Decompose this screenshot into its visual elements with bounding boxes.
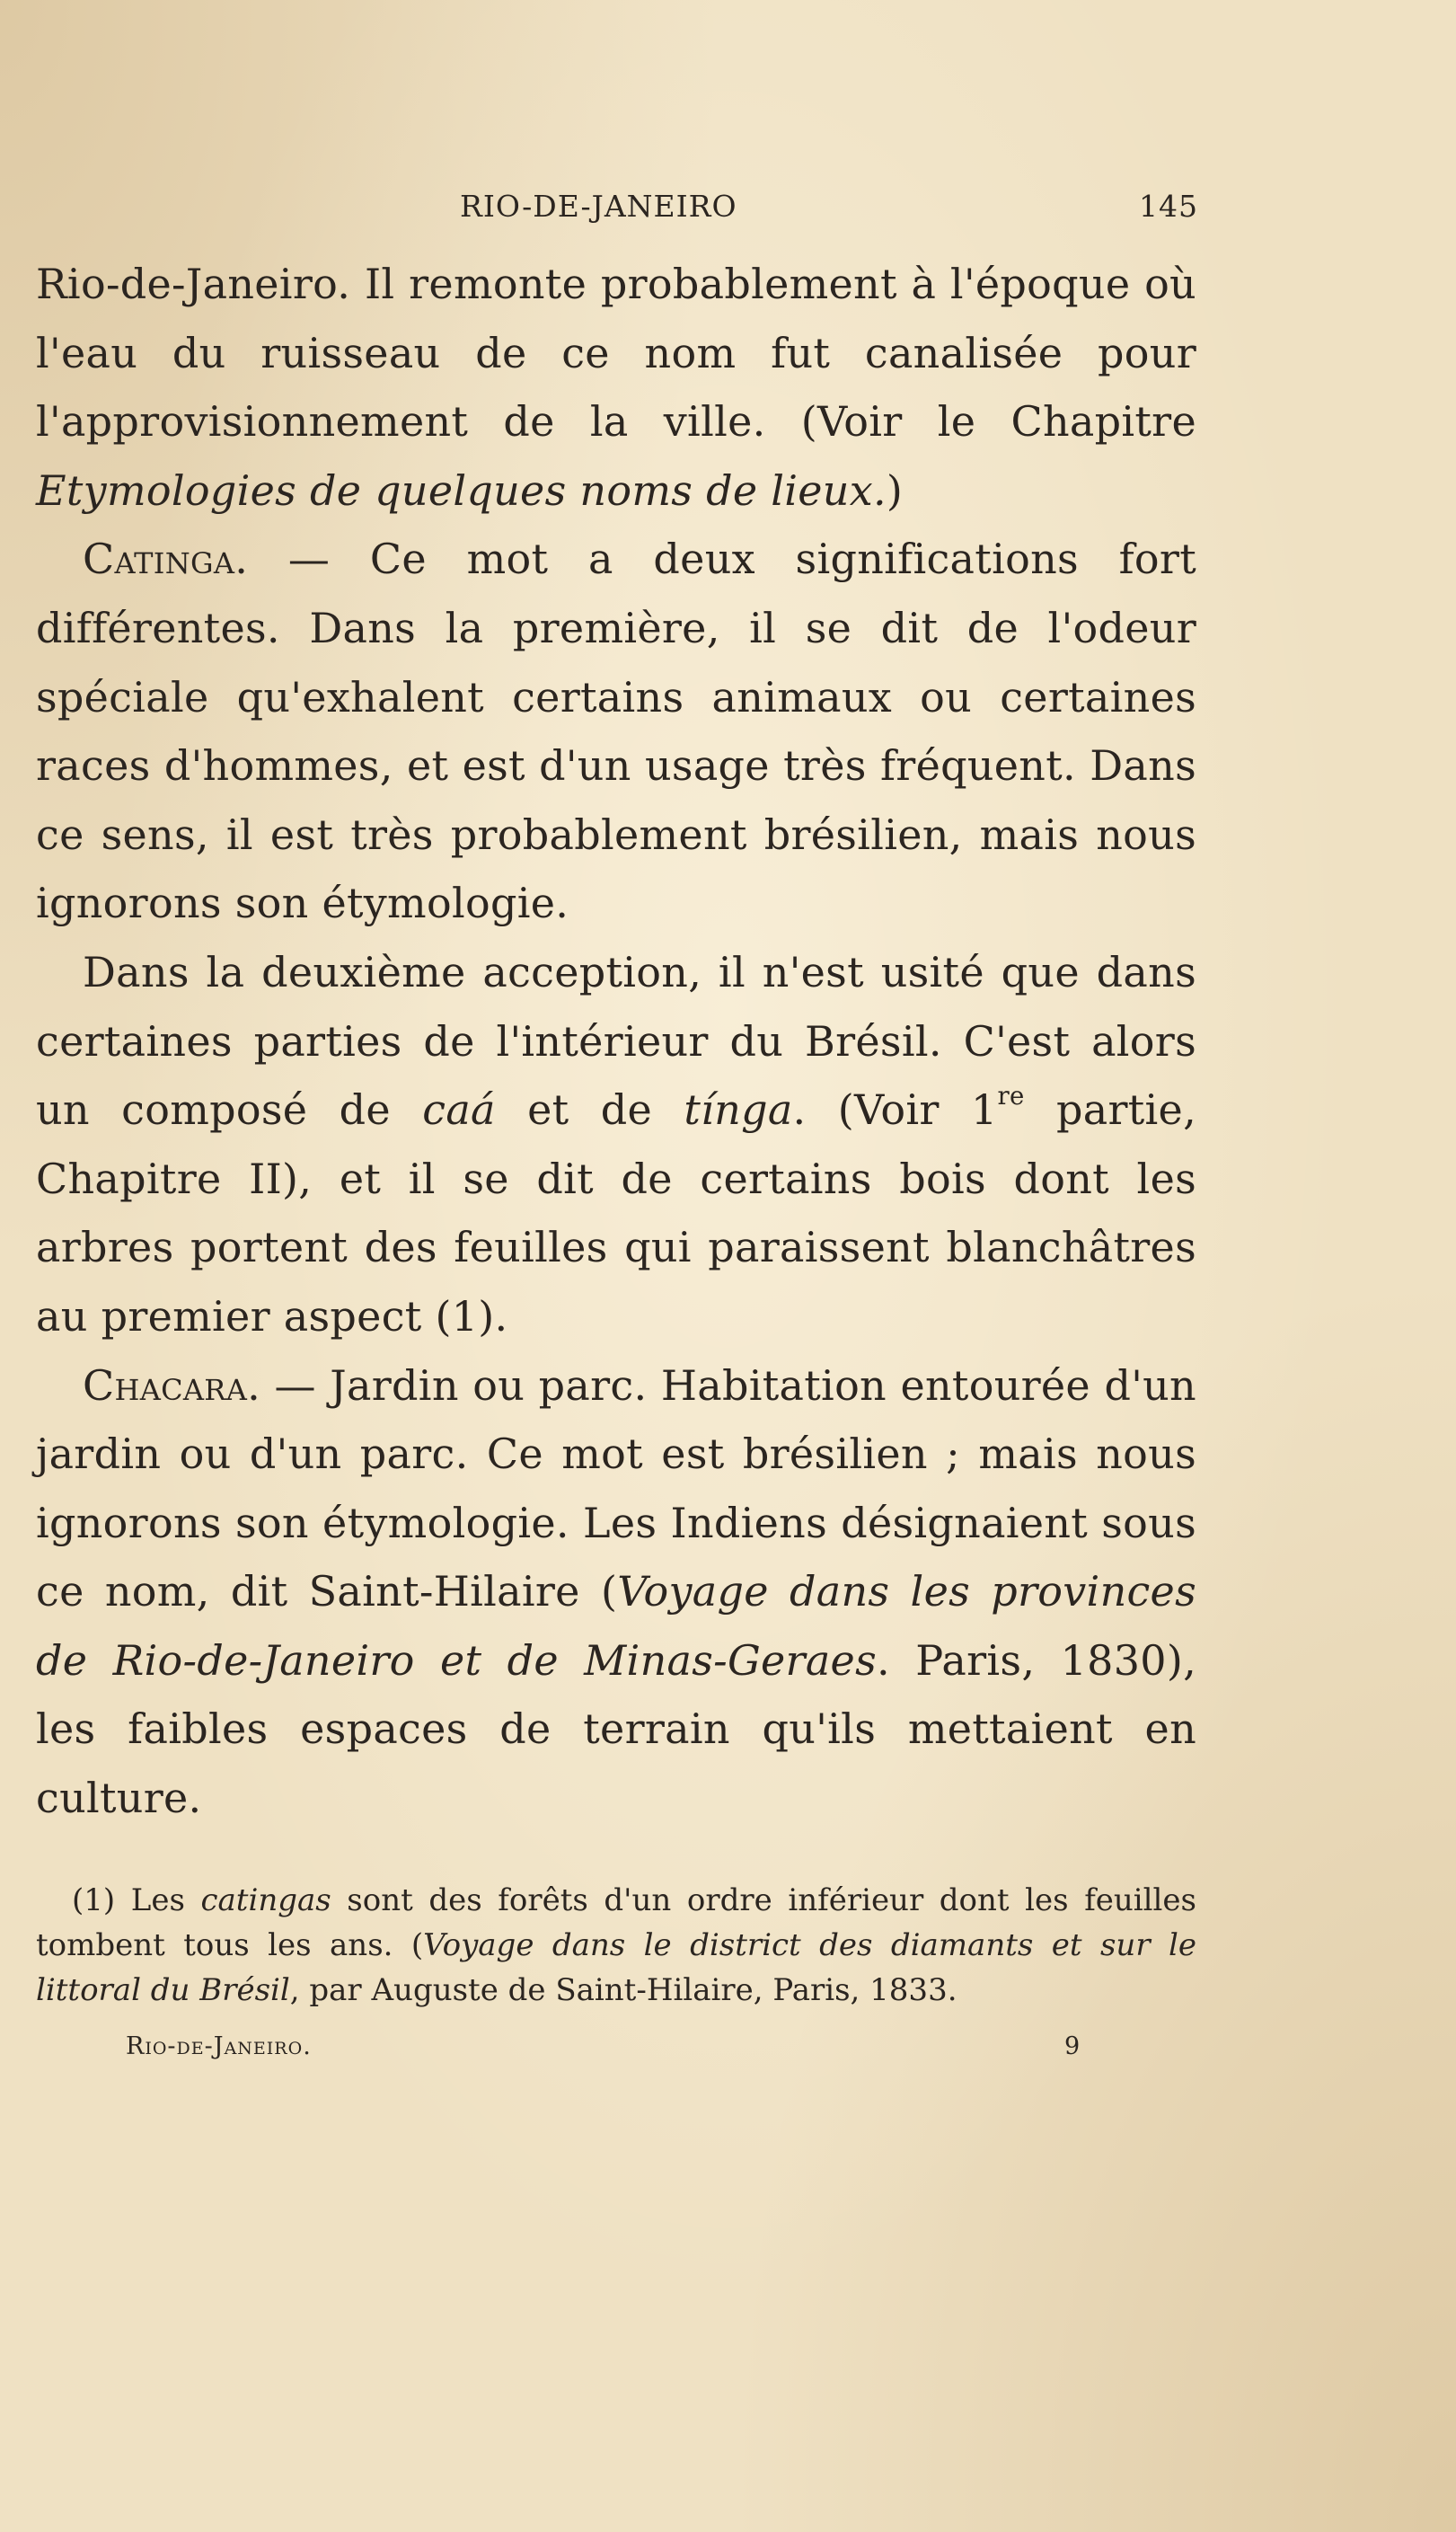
entry-definition: — Jardin ou parc. Habitation entourée d'un jardin ou d'un parc. Ce mot est brésilien ; mais nous ignorons son étymologie. Les Indiens désignaient sous ce nom, dit Saint-Hilaire ( — [36, 1360, 1196, 1616]
footnote-body: , par Auguste de Saint-Hilaire, Paris, 1833. — [289, 1971, 957, 2008]
entry-definition: . Paris, 1830), les faibles espaces de terrain qu'ils mettaient en culture. — [36, 1635, 1197, 1823]
italic-word: catingas — [200, 1881, 331, 1918]
entry-chacara — [36, 1351, 1196, 1833]
entry-term: Catinga. — [83, 535, 249, 584]
italic-reference: Voyage dans les provinces de Rio-de-Janeiro et de Minas-Geraes — [36, 1567, 1196, 1685]
italic-reference: Etymologies de quelques noms de lieux. — [36, 465, 887, 515]
closing-paren: ) — [886, 465, 904, 515]
paragraph-second-meaning — [36, 938, 1196, 1351]
footnote — [36, 1878, 1196, 2013]
entry-term: Chacara. — [83, 1360, 261, 1410]
italic-word: tínga — [684, 1085, 793, 1135]
paragraph-text: . (Voir 1 — [792, 1085, 998, 1135]
footnote-body: sont des forêts d'un ordre inférieur dont les feuilles tombent tous les ans. ( — [36, 1881, 1196, 1963]
entry-definition: — Ce mot a deux significations fort différentes. Dans la première, il se dit de l'odeur spéciale qu'exhalent certains animaux ou certaines races d'hommes, et est d'un usage très fréquent. Dans ce sens, il est très probablement brésilien, mais nous ignorons son étymologie. — [36, 535, 1196, 928]
book-page — [36, 189, 1196, 2086]
running-head — [36, 189, 1196, 243]
entry-catinga — [36, 525, 1196, 938]
paragraph-text: et de — [495, 1085, 684, 1135]
running-head-title: RIO-DE-JANEIRO — [460, 189, 737, 224]
page-number: 145 — [1139, 189, 1198, 224]
superscript: re — [997, 1081, 1025, 1111]
footnote-text — [36, 1878, 1196, 2013]
paragraph-text: Rio-de-Janeiro. Il remonte probablement à l'époque où l'eau du ruisseau de ce nom fut canalisée pour l'approvisionnement de la ville. (Voir le Chapitre — [36, 260, 1196, 447]
signature-label: Rio-de-Janeiro. — [126, 2032, 312, 2060]
printer-signature — [36, 2032, 1196, 2086]
footnote-marker-text: (1) Les — [72, 1881, 201, 1918]
paragraph-text: partie, Chapitre II), et il se dit de certains bois dont les arbres portent des feuilles qui paraissent blanchâtres au premier aspect (1). — [36, 1085, 1196, 1341]
signature-number: 9 — [1064, 2032, 1081, 2060]
paragraph-continuation — [36, 250, 1196, 525]
paragraph-text: Dans la deuxième acception, il n'est usité que dans certaines parties de l'intérieur du Brésil. C'est alors un composé de — [36, 947, 1196, 1135]
body-text — [36, 250, 1196, 1833]
italic-reference: Voyage dans le district des diamants et sur le littoral du Brésil — [36, 1926, 1196, 2008]
italic-word: caá — [422, 1085, 496, 1135]
